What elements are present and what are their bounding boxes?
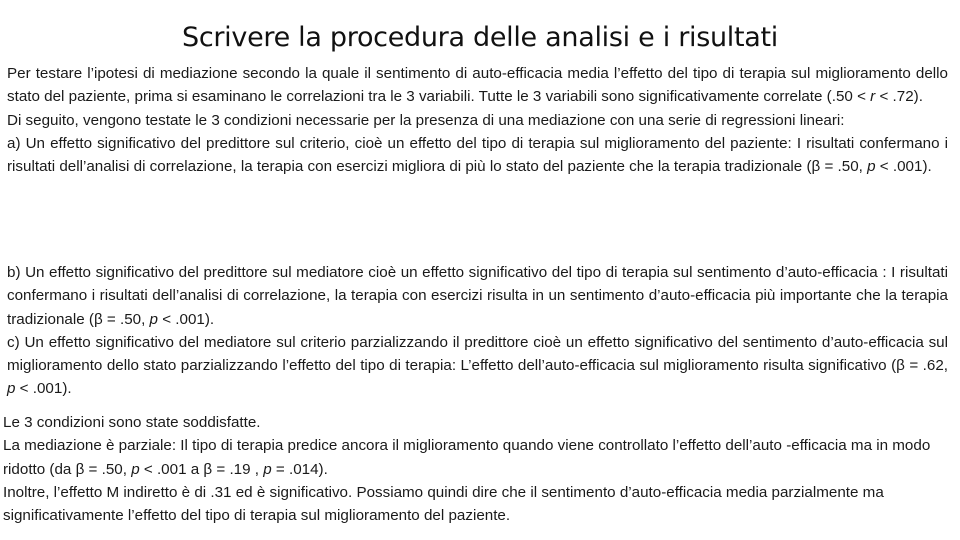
stat-symbol-p: p (263, 460, 272, 478)
stat-symbol-p: p (7, 380, 16, 398)
stat-symbol-p: p (867, 158, 876, 176)
condition-c-text: c) Un effetto significativo del mediatore sul criterio parzializzando il predittore cioè un effetto significativo del sentimento d’auto-efficacia sul miglioramento dello stato parzializzando l’effetto del tipo di terapia: L’effetto dell’auto-efficacia sul miglioramento risulta significativo (β = .62, (7, 333, 948, 375)
stat-symbol-p: p (131, 460, 140, 478)
condition-b-text-end: < .001). (158, 310, 215, 328)
intro-text-end: < .72). (875, 88, 923, 106)
text-block-procedure (7, 62, 948, 178)
paragraph-soddisfatte: Le 3 condizioni sono state soddisfatte. (3, 414, 261, 431)
condition-a-text: a) Un effetto significativo del predittore sul criterio, cioè un effetto del tipo di terapia sul miglioramento del paziente: I risultati confermano i risultati dell’analisi di correlazione, la terapia con esercizi migliora di più lo stato del paziente che la terapia tradizionale (β = .50, (7, 134, 948, 176)
condition-a-text-end: < .001). (875, 158, 932, 176)
parziale-text-mid: < .001 a β = .19 , (139, 460, 264, 478)
text-block-conclusion (3, 411, 953, 527)
paragraph-condition-c (7, 331, 948, 401)
paragraph-parziale (3, 434, 953, 481)
paragraph-condition-b (7, 261, 948, 331)
paragraph-inoltre: Inoltre, l’effetto M indiretto è di .31 ed è significativo. Possiamo quindi dire che il sentimento d’auto-efficacia media parzialmente ma significativamente l’effetto del tipo di terapia sul miglioramento del paziente. (3, 483, 884, 525)
condition-b-text: b) Un effetto significativo del predittore sul mediatore cioè un effetto significativo del tipo di terapia sul sentimento d’auto-efficacia : I risultati confermano i risultati dell’analisi di correlazione, la terapia con esercizi risulta in un sentimento d’auto-efficacia più importante che la terapia tradizionale (β = .50, (7, 264, 948, 328)
paragraph-condition-a (7, 132, 948, 179)
paragraph-seguito: Di seguito, vengono testate le 3 condizioni necessarie per la presenza di una mediazione con una serie di regressioni lineari: (7, 111, 845, 129)
stat-symbol-r: r (870, 88, 876, 106)
parziale-text-end: = .014). (271, 460, 328, 478)
parziale-text: La mediazione è parziale: Il tipo di terapia predice ancora il miglioramento quando viene controllato l’effetto dell’auto -efficacia ma in modo ridotto (da β = .50, (3, 437, 931, 478)
intro-text: Per testare l’ipotesi di mediazione secondo la quale il sentimento di auto-efficacia media l’effetto del tipo di terapia sul miglioramento dello stato del paziente, prima si esaminano le correlazioni tra le 3 variabili. Tutte le 3 variabili sono significativamente correlate (.50 < (7, 65, 948, 106)
text-block-conditions (7, 261, 948, 401)
condition-c-text-end: < .001). (15, 380, 72, 398)
slide-title: Scrivere la procedura delle analisi e i risultati (182, 22, 778, 53)
paragraph-intro (7, 62, 948, 109)
stat-symbol-p: p (149, 310, 158, 328)
